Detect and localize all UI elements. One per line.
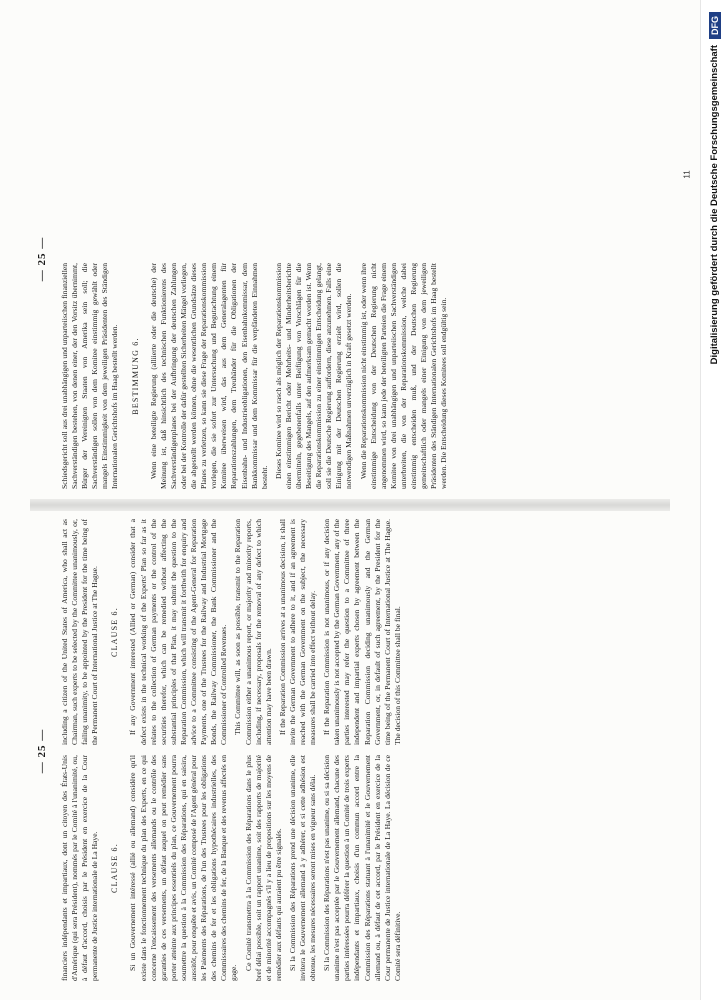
french-paragraph-1: Si un Gouvernement intéressé (allié ou allemand) considère qu'il existe dans le fonctionnement technique du plan des Experts, en ce qui concerne l'encaissement des versements allemands ou le contrôle des garanties de ces versements, un défaut auquel on peut remédier sans porter atteinte aux principes essentiels du plan, ce Gouvernement pourra soumettre la question à la Commission des Réparations, qui en saisira, aussitôt, pour enquête et avis, un Comité composé de l'Agent général pour les Paiements des Réparations, de l'un des Trustees pour les obligations des chemins de fer et les obligations hypothécaires industrielles, des Commissaires des chemins de fer, de la Banque et des revenus affectés en gage. [128,755,239,981]
left-page [30,517,670,985]
german-heading: BESTIMMUNG 6. [130,337,140,415]
right-page-folio: — 25 — [36,236,48,282]
french-paragraph-4: Si la Commission des Réparations n'est pas unanime, ou si sa décision unanime n'est pas acceptée par le Gouvernement allemand, chacune des parties intéressées pourra déférer la question à un Comité de trois experts indépendants et impartiaux, choisis d'un commun accord entre la Commission des Réparations statuant à l'unanimité et le Gouvernement allemand ou, à défaut de cet accord, par le Président en exercice de la Cour permanente de Justice internationale de La Haye. La décision de ce Comité sera définitive. [322,755,402,981]
english-paragraph-4: If the Reparation Commission is not unanimous, or if any decision taken unanimously is not accepted by the German Government, any of the parties interested may refer the question to a Committee of three independent and impartial experts chosen by agreement between the Reparation Commission deciding unanimously and the German Government, or, in default of such agreement, by the President for the time being of the Permanent Court of International Justice at The Hague. The decision of this Committee shall be final. [322,519,402,745]
english-paragraph-3: If the Reparation Commission arrives at a unanimous decision, it shall invite the German Government to adhere to it, and if an agreement is reached with the German Government on the subject, the necessary measures shall be carried into effect without delay. [277,519,318,745]
french-column [60,755,660,981]
german-paragraph-1: Wenn eine beteiligte Regierung (alliierte oder die deutsche) der Meinung ist, daß hinsichtlich des technischen Funktionierens des Sachverständigenplanes bei der Aufbringung der deutschen Zahlungen oder bei der Kontrolle der dafür gestellten Sicherheiten Mängel vorliegen, die abgestellt werden können, ohne die wesentlichen Grundsätze dieses Planes zu verletzen, so kann sie diese Frage der Reparationskommission vorlegen, die sie sofort zur Untersuchung und Begutachtung einem Komitee überweisen wird, das aus dem Generalagenten für Reparationszahlungen, dem Treuhänder für die Obligationen der Eisenbahn- und Industrieobligationen, den Eisenbahnkommissar, dem Bankkommissar und dem Kommissar für die verpfändeten Einnahmen besteht. [148,263,269,489]
french-heading: CLAUSE 6. [110,843,120,893]
english-paragraph-1: If any Government interested (Allied or German) consider that a defect exists in the technical working of the Experts' Plan so far as it relates to the collection of German payments or the control of the securities therefor, which can be remedied without affecting the substantial principles of that Plan, it may submit the question to the Reparation Commission, which will transmit it forthwith for enquiry and advice to a Committee consisting of the Agent-General for Reparation Payments, one of the Trustees for the Railway and Industrial Mortgage Bonds, the Railway Commissioner, the Bank Commissioner and the Commissioner of Controlled Revenues. [128,519,229,745]
rotated-book-spread [30,25,670,985]
credit-text: Digitalisierung gefördert durch die Deutsche Forschungsgemeinschaft [709,45,720,365]
right-page [30,25,670,493]
french-intro: financiers indépendants et impartiaux, dont un citoyen des États-Unis d'Amérique (qui sera Président), nommés par le Comité à l'unanimité, ou, à défaut d'accord, choisis par le Président en exercice de la Cour permanente de Justice internationale de La Haye. [60,755,100,981]
english-intro: including a citizen of the United States of America, who shall act as Chairman, such experts to be selected by the Committee unanimously, or, failing unanimity, to be appointed by the President for the time being of the Permanent Court of International Justice at The Hague. [60,519,100,745]
german-intro: Schiedsgericht soll aus drei unabhängigen und unparteiischen finanziellen Sachverständigen bestehen, von denen einer, der den Vorsitz übernimmt, Bürger der Vereinigten Staaten von Amerika sein soll; die Sachverständigen sollen von dem Komitee einstimmig gewählt oder mangels Einstimmigkeit von dem jeweiligen Präsidenten des Ständigen Internationalen Gerichtshofs im Haag bestellt werden. [60,263,120,489]
left-page-folio: — 25 — [36,728,48,774]
credit-line [701,0,727,1000]
german-paragraph-2: Dieses Komitee wird so rasch als möglich der Reparationskommission einen einstimmigen Bericht oder Mehrheits- und Minderheitsberichte übermitteln, gegebenenfalls unter Beifügung von Vorschlägen für die Beseitigung des Mangels, auf den aufmerksam gemacht worden ist. Wenn die Reparationskommission zu einer einstimmigen Entscheidung gelangt, soll sie die Deutsche Regierung auffordern, diese anzunehmen. Falls eine Einigung mit der Deutschen Regierung erzielt wird, sollen die notwendigen Maßnahmen unverzüglich in Kraft gesetzt werden. [273,263,354,489]
dfg-logo: DFG [709,12,721,39]
digitization-credit-strip [700,0,727,1000]
german-column [60,263,660,489]
scan-page-number: 11 [682,170,692,179]
english-paragraph-2: This Committee will, as soon as possible, transmit to the Reparation Commission either a unanimous report, or majority and minority reports, including, if necessary, proposals for the removal of any defect to which attention may have been drawn. [233,519,273,745]
french-paragraph-3: Si la Commission des Réparations prend une décision unanime, elle invitera le Gouvernement allemand à y adhérer, et si cette adhésion est obtenue, les mesures nécessaires seront mises en vigueur sans délai. [287,755,318,981]
book-gutter [30,499,670,511]
english-column [60,519,660,745]
english-heading: CLAUSE 6. [110,607,120,657]
french-paragraph-2: Ce Comité transmettra à la Commission des Réparations dans le plus bref délai possible, soit un rapport unanime, soit des rapports de majorité et de minorité accompagnés s'il y a lieu de propositions sur les moyens de remédier aux défauts qui auraient pu être signalés. [243,755,283,981]
german-paragraph-3: Wenn die Reparationskommission nicht einstimmig ist, oder wenn ihre einstimmige Entscheidung von der Deutschen Regierung nicht angenommen wird, so kann jede der beteiligten Parteien die Frage einem Komitee von drei unabhängigen und unparteiischen Sachverständigen unterbreiten, die von der Reparationskommission, welche dabei einstimmig entscheiden muß, und der Deutschen Regierung gemeinschaftlich oder mangels einer Einigung von dem jeweiligen Präsidenten des Ständigen Internationalen Gerichtshofs im Haag bestellt werden. Die Entscheidung dieses Komitees soll endgültig sein. [358,263,449,489]
